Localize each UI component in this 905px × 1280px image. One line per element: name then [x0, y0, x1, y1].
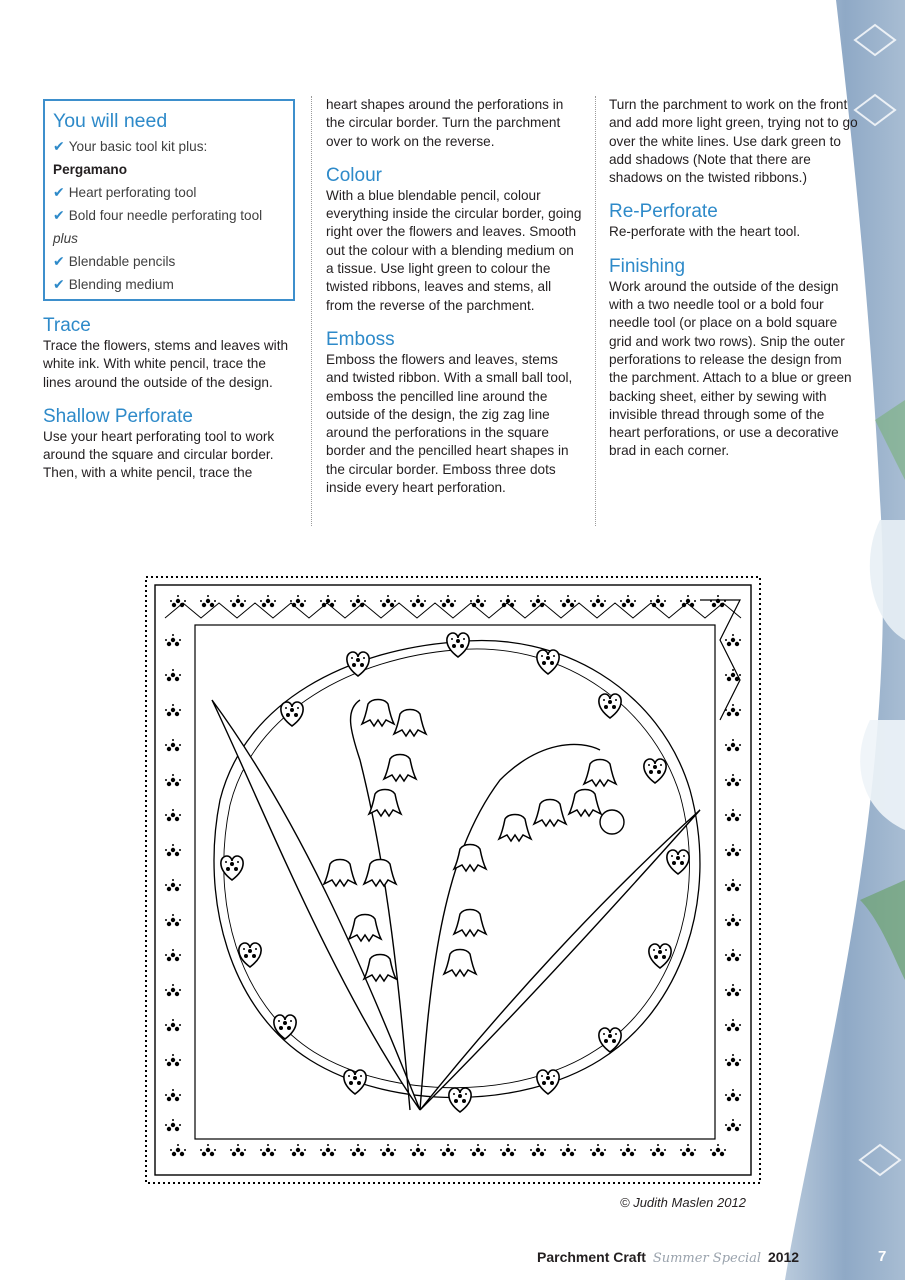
- column-3: [609, 96, 859, 461]
- list-item: ✔ Heart perforating tool: [53, 184, 197, 200]
- list-item: ✔ Your basic tool kit plus:: [53, 138, 208, 154]
- column-divider: [595, 96, 596, 526]
- colour-heading: Colour: [326, 164, 382, 186]
- check-icon: ✔: [53, 184, 65, 200]
- emboss-text: Emboss the flowers and leaves, stems and twisted ribbon. With a small ball tool, emboss the pencilled line around the outside of the design, the zig zag line around the perforations in the square border and the pencilled heart shapes in the circular border. Emboss three dots inside every heart perforation.: [326, 351, 573, 496]
- magazine-title: Parchment Craft: [537, 1249, 646, 1265]
- finishing-heading: Finishing: [609, 255, 686, 277]
- check-icon: ✔: [53, 138, 65, 154]
- emboss-heading: Emboss: [326, 328, 395, 350]
- finishing-text: Work around the outside of the design with a two needle tool or a bold four needle tool (or place on a bold square grid and work two rows). Snip the outer perforations to release the design from the parchment. Attach to a blue or green backing sheet, either by sewing with invisible thread through some of the heart perforations, or use a decorative brad in each corner.: [609, 278, 852, 459]
- you-will-need-title: You will need: [53, 110, 168, 132]
- page-number: 7: [878, 1248, 887, 1265]
- column-2: [326, 96, 582, 497]
- re-perforate-heading: Re-Perforate: [609, 201, 718, 223]
- list-item: ✔ Bold four needle perforating tool: [53, 207, 263, 223]
- you-will-need-box: [43, 99, 295, 301]
- plus-label: plus: [53, 231, 78, 246]
- issue-name: Summer Special: [652, 1251, 762, 1266]
- check-icon: ✔: [53, 276, 65, 292]
- issue-year: 2012: [767, 1249, 800, 1265]
- copyright-credit: © Judith Maslen 2012: [620, 1195, 746, 1210]
- shallow-perforate-text: Use your heart perforating tool to work around the square and circular border. Then, with a white pencil, trace the: [43, 428, 275, 481]
- check-icon: ✔: [53, 253, 65, 269]
- page-footer: [537, 1249, 799, 1266]
- col3-intro-text: Turn the parchment to work on the front and add more light green, trying not to go over the white lines. Use dark green to add shadows (Note that there are shadows on the twisted ribbons.): [609, 97, 858, 186]
- col2-intro-text: heart shapes around the perforations in the circular border. Turn the parchment over to work on the reverse.: [326, 97, 564, 149]
- colour-text: With a blue blendable pencil, colour everything inside the circular border, going right over the flowers and leaves. Smooth out the colour with a blending medium on a tissue. Use light green to colour the twisted ribbons, leaves and stems, all from the reverse of the parchment.: [326, 187, 582, 313]
- check-icon: ✔: [53, 207, 65, 223]
- list-item: ✔ Blendable pencils: [53, 253, 176, 269]
- column-1: [43, 96, 295, 483]
- trace-heading: Trace: [43, 315, 91, 336]
- column-divider: [311, 96, 312, 526]
- shallow-perforate-heading: Shallow Perforate: [43, 405, 193, 427]
- list-item: ✔ Blending medium: [53, 276, 174, 292]
- re-perforate-text: Re-perforate with the heart tool.: [609, 224, 801, 240]
- trace-text: Trace the flowers, stems and leaves with white ink. With white pencil, trace the lines around the outside of the design.: [43, 338, 289, 390]
- brand-label: Pergamano: [53, 162, 128, 177]
